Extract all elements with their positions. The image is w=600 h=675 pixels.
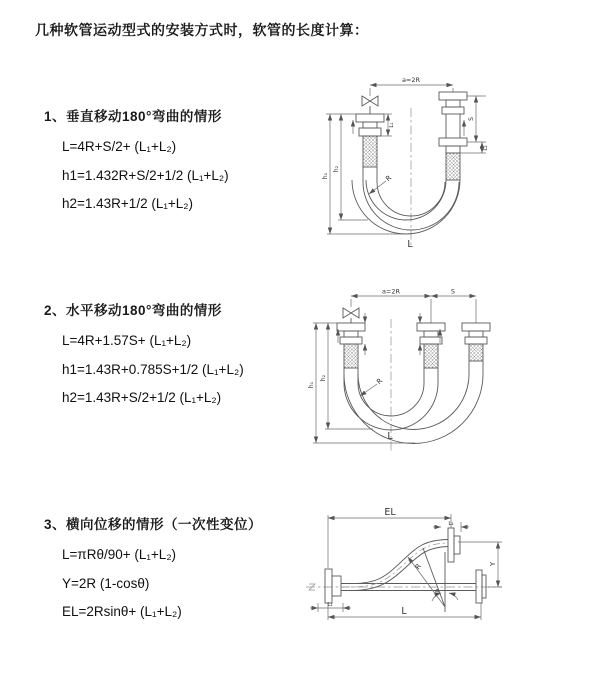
hose-and-fittings (352, 92, 467, 234)
page-title: 几种软管运动型式的安装方式时，软管的长度计算： (35, 22, 369, 38)
formula-s1-L: L=4R+S/2+ (L₁+L₂) (62, 139, 177, 154)
dim-label-r: R (384, 173, 394, 184)
dim-label-h2: h₂ (333, 165, 340, 173)
section-2-formulas (62, 327, 324, 413)
section-3-heading: 3、横向位移的情形（一次性变位） (44, 517, 263, 532)
dim-label-a2r: a=2R (381, 287, 401, 296)
dim-label-l2: L₂ (483, 145, 489, 151)
dim-label-h1: h₁ (308, 381, 315, 389)
dim-label-l1: L₁ (327, 602, 333, 608)
section-1-formulas (62, 133, 324, 219)
dim-label-s: S (450, 287, 456, 296)
dim-label-r: R (413, 562, 424, 572)
formula-s2-h1: h1=1.43R+0.785S+1/2 (L₁+L₂) (62, 361, 244, 377)
dim-label-h2: h₂ (320, 374, 327, 382)
dim-label-a2r: a=2R (401, 76, 421, 84)
diagram-horizontal-180-bend (303, 283, 595, 455)
dim-label-l: L (401, 606, 407, 617)
dim-label-h1: h₁ (322, 172, 329, 180)
valve-icon (362, 96, 378, 114)
valve-icon (343, 308, 359, 323)
dim-label-s: S (468, 117, 475, 121)
section-3-formulas (62, 541, 324, 627)
section-vertical-180-bend (44, 105, 324, 219)
dim-label-l: L (407, 239, 413, 250)
dim-label-el: EL (384, 507, 396, 518)
diagram-vertical-180-bend (310, 70, 595, 265)
section-2-heading: 2、水平移动180°弯曲的情形 (44, 303, 222, 318)
dim-label-theta: θ (435, 589, 439, 596)
formula-s3-EL: EL=2Rsinθ+ (L₁+L₂) (62, 604, 182, 619)
formula-s3-L: L=πRθ/90+ (L₁+L₂) (62, 547, 177, 562)
section-lateral-displacement (44, 513, 324, 627)
formula-s2-L: L=4R+1.57S+ (L₁+L₂) (62, 333, 192, 348)
dim-label-l1: L₁ (389, 122, 395, 128)
hose-and-fittings (337, 308, 490, 444)
formula-s1-h1: h1=1.432R+S/2+1/2 (L₁+L₂) (62, 167, 229, 183)
formula-s2-h2: h2=1.43R+S/2+1/2 (L₁+L₂) (62, 390, 222, 405)
formula-s1-h2: h2=1.43R+1/2 (L₁+L₂) (62, 196, 194, 211)
diagram-lateral-displacement (298, 500, 600, 662)
section-1-heading: 1、垂直移动180°弯曲的情形 (44, 109, 222, 124)
hose-and-fittings (325, 528, 486, 612)
section-horizontal-180-bend (44, 299, 324, 413)
dimension-lines (313, 296, 476, 443)
dim-label-y: Y (489, 561, 497, 567)
dim-label-r: R (375, 376, 385, 387)
formula-s3-Y: Y=2R (1-cosθ) (62, 575, 150, 591)
centerline (306, 584, 502, 590)
dim-label-l: L (387, 431, 393, 442)
dimension-labels (322, 76, 489, 250)
dim-label-l2: L₂ (448, 521, 454, 527)
